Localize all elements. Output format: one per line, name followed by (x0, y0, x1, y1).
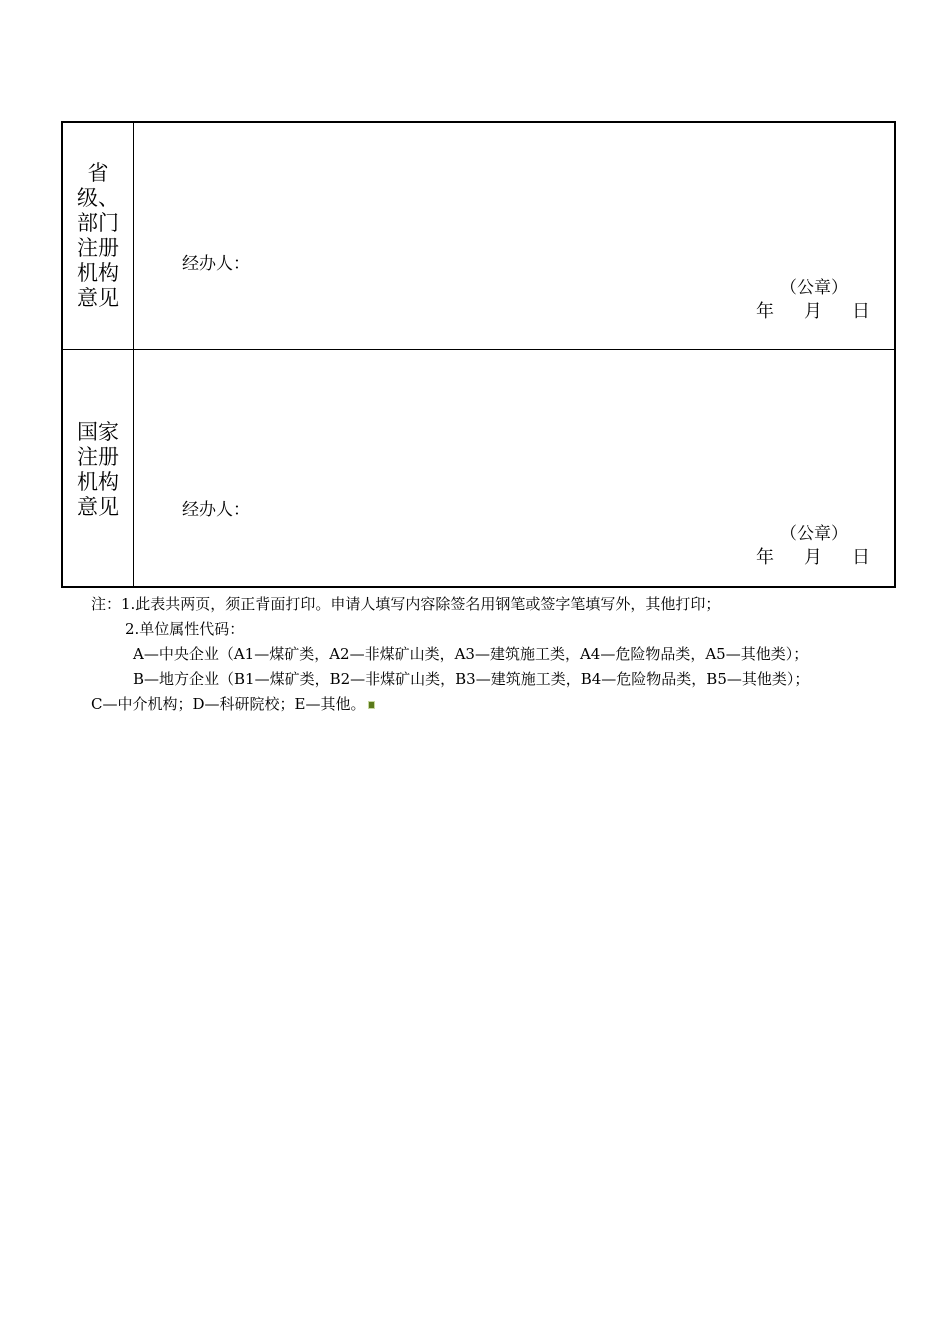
note-line-5 (91, 692, 891, 717)
seal-label: （公章） (780, 524, 848, 544)
note-line-4: B—地方企业（B1—煤矿类，B2—非煤矿山类，B3—建筑施工类，B4—危险物品类，B5—其他类）； (133, 670, 810, 688)
anchor-marker-icon (368, 701, 375, 709)
date-month: 月 (804, 301, 822, 322)
row-label-cell (63, 123, 134, 349)
date-line (756, 297, 870, 323)
form-notes (91, 592, 891, 717)
note-line-3: A—中央企业（A1—煤矿类，A2—非煤矿山类，A3—建筑施工类，A4—危险物品类，A5—其他类）； (133, 645, 809, 663)
note-line-2: 2.单位属性代码： (125, 620, 245, 638)
row-label-cell (63, 350, 134, 586)
provincial-opinion-label: 省级、部门注册机构意见 (77, 161, 119, 310)
national-opinion-label: 国家注册机构意见 (77, 420, 119, 519)
approval-form-table (61, 121, 896, 588)
national-opinion-row (63, 350, 894, 586)
seal-label: （公章） (780, 278, 848, 298)
handler-label: 经办人： (182, 254, 250, 274)
note-line-1: 注：1.此表共两页，须正背面打印。申请人填写内容除签名用钢笔或签字笔填写外，其他打印； (91, 595, 721, 613)
provincial-opinion-row (63, 123, 894, 350)
note-line-5-text: C—中介机构；D—科研院校；E—其他。 (91, 695, 366, 713)
date-year: 年 (756, 301, 774, 322)
national-opinion-content[interactable] (134, 350, 894, 586)
date-day: 日 (852, 301, 870, 322)
date-day: 日 (852, 547, 870, 568)
handler-label: 经办人： (182, 500, 250, 520)
date-line (756, 543, 870, 569)
date-month: 月 (804, 547, 822, 568)
provincial-opinion-content[interactable] (134, 123, 894, 349)
date-year: 年 (756, 547, 774, 568)
